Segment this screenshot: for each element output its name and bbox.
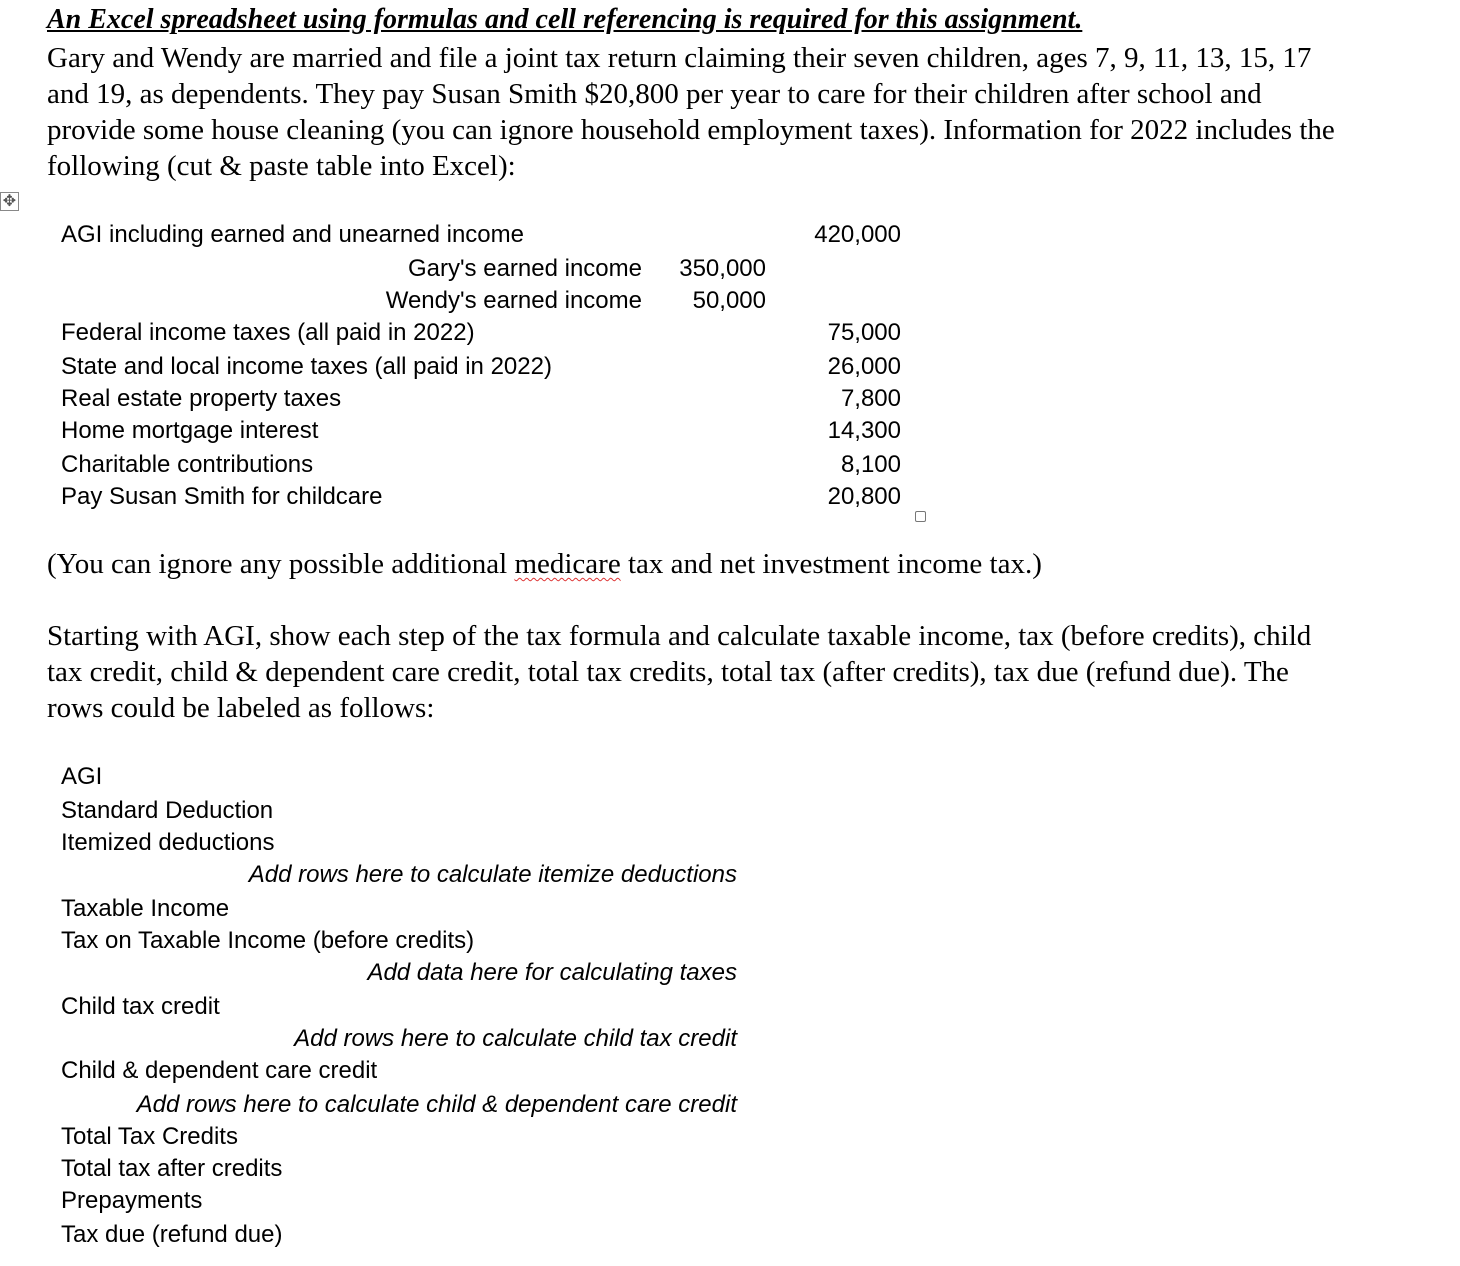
instructions-paragraph <box>47 618 1311 726</box>
wendy-income-value: 50,000 <box>692 287 766 314</box>
property-taxes-label: Real estate property taxes <box>61 385 342 412</box>
row-child-tax-credit: Child tax credit <box>61 993 220 1020</box>
property-taxes-value: 7,800 <box>840 385 901 412</box>
row-taxable-income: Taxable Income <box>61 895 230 922</box>
wendy-income-label: Wendy's earned income <box>385 287 642 314</box>
agi-value: 420,000 <box>814 221 901 248</box>
child-credit-hint: Add rows here to calculate child tax credit <box>294 1025 737 1052</box>
row-dependent-care-credit: Child & dependent care credit <box>61 1057 378 1084</box>
agi-label: AGI including earned and unearned income <box>61 221 524 248</box>
row-total-tax-credits: Total Tax Credits <box>61 1123 238 1150</box>
instruction-line: rows could be labeled as follows: <box>47 692 435 724</box>
mortgage-interest-value: 14,300 <box>827 417 901 444</box>
row-itemized-deductions: Itemized deductions <box>61 829 275 856</box>
note-text: (You can ignore any possible additional <box>47 548 515 580</box>
intro-line: Gary and Wendy are married and file a joint tax return claiming their seven children, ages 7, 9, 11, 13, 15, 17 <box>47 42 1312 74</box>
table-move-icon[interactable]: ✥ <box>0 192 19 211</box>
row-total-tax-after-credits: Total tax after credits <box>61 1155 283 1182</box>
mortgage-interest-label: Home mortgage interest <box>61 417 319 444</box>
state-taxes-label: State and local income taxes (all paid in 2022) <box>61 353 552 380</box>
federal-taxes-value: 75,000 <box>827 319 901 346</box>
row-tax-before-credits: Tax on Taxable Income (before credits) <box>61 927 475 954</box>
instruction-line: tax credit, child & dependent care credit, total tax credits, total tax (after credits), tax due (refund due). The <box>47 656 1289 688</box>
childcare-value: 20,800 <box>827 483 901 510</box>
gary-income-value: 350,000 <box>679 255 766 282</box>
table-resize-handle-icon[interactable] <box>915 511 926 522</box>
gary-income-label: Gary's earned income <box>407 255 642 282</box>
state-taxes-value: 26,000 <box>827 353 901 380</box>
row-agi: AGI <box>61 763 103 790</box>
intro-paragraph <box>47 40 1335 184</box>
intro-line: and 19, as dependents. They pay Susan Smith $20,800 per year to care for their children after school and <box>47 78 1262 110</box>
intro-line: following (cut & paste table into Excel): <box>47 150 516 182</box>
intro-line: provide some house cleaning (you can ignore household employment taxes). Information for 2022 includes the <box>47 114 1335 146</box>
federal-taxes-label: Federal income taxes (all paid in 2022) <box>61 319 475 346</box>
instruction-line: Starting with AGI, show each step of the tax formula and calculate taxable income, tax (before credits), child <box>47 620 1312 652</box>
row-tax-due: Tax due (refund due) <box>61 1221 283 1248</box>
row-prepayments: Prepayments <box>61 1187 203 1214</box>
note-text: tax and net investment income tax.) <box>620 548 1042 580</box>
itemize-hint: Add rows here to calculate itemize deductions <box>248 861 737 888</box>
charitable-value: 8,100 <box>840 451 901 478</box>
note-paragraph <box>47 546 1042 582</box>
charitable-label: Charitable contributions <box>61 451 314 478</box>
childcare-label: Pay Susan Smith for childcare <box>61 483 383 510</box>
dependent-care-hint: Add rows here to calculate child & dependent care credit <box>136 1091 737 1118</box>
tax-hint: Add data here for calculating taxes <box>367 959 737 986</box>
row-standard-deduction: Standard Deduction <box>61 797 274 824</box>
assignment-heading: An Excel spreadsheet using formulas and cell referencing is required for this assignment. <box>47 4 1083 35</box>
spellcheck-flagged-word[interactable]: medicare <box>514 548 621 580</box>
